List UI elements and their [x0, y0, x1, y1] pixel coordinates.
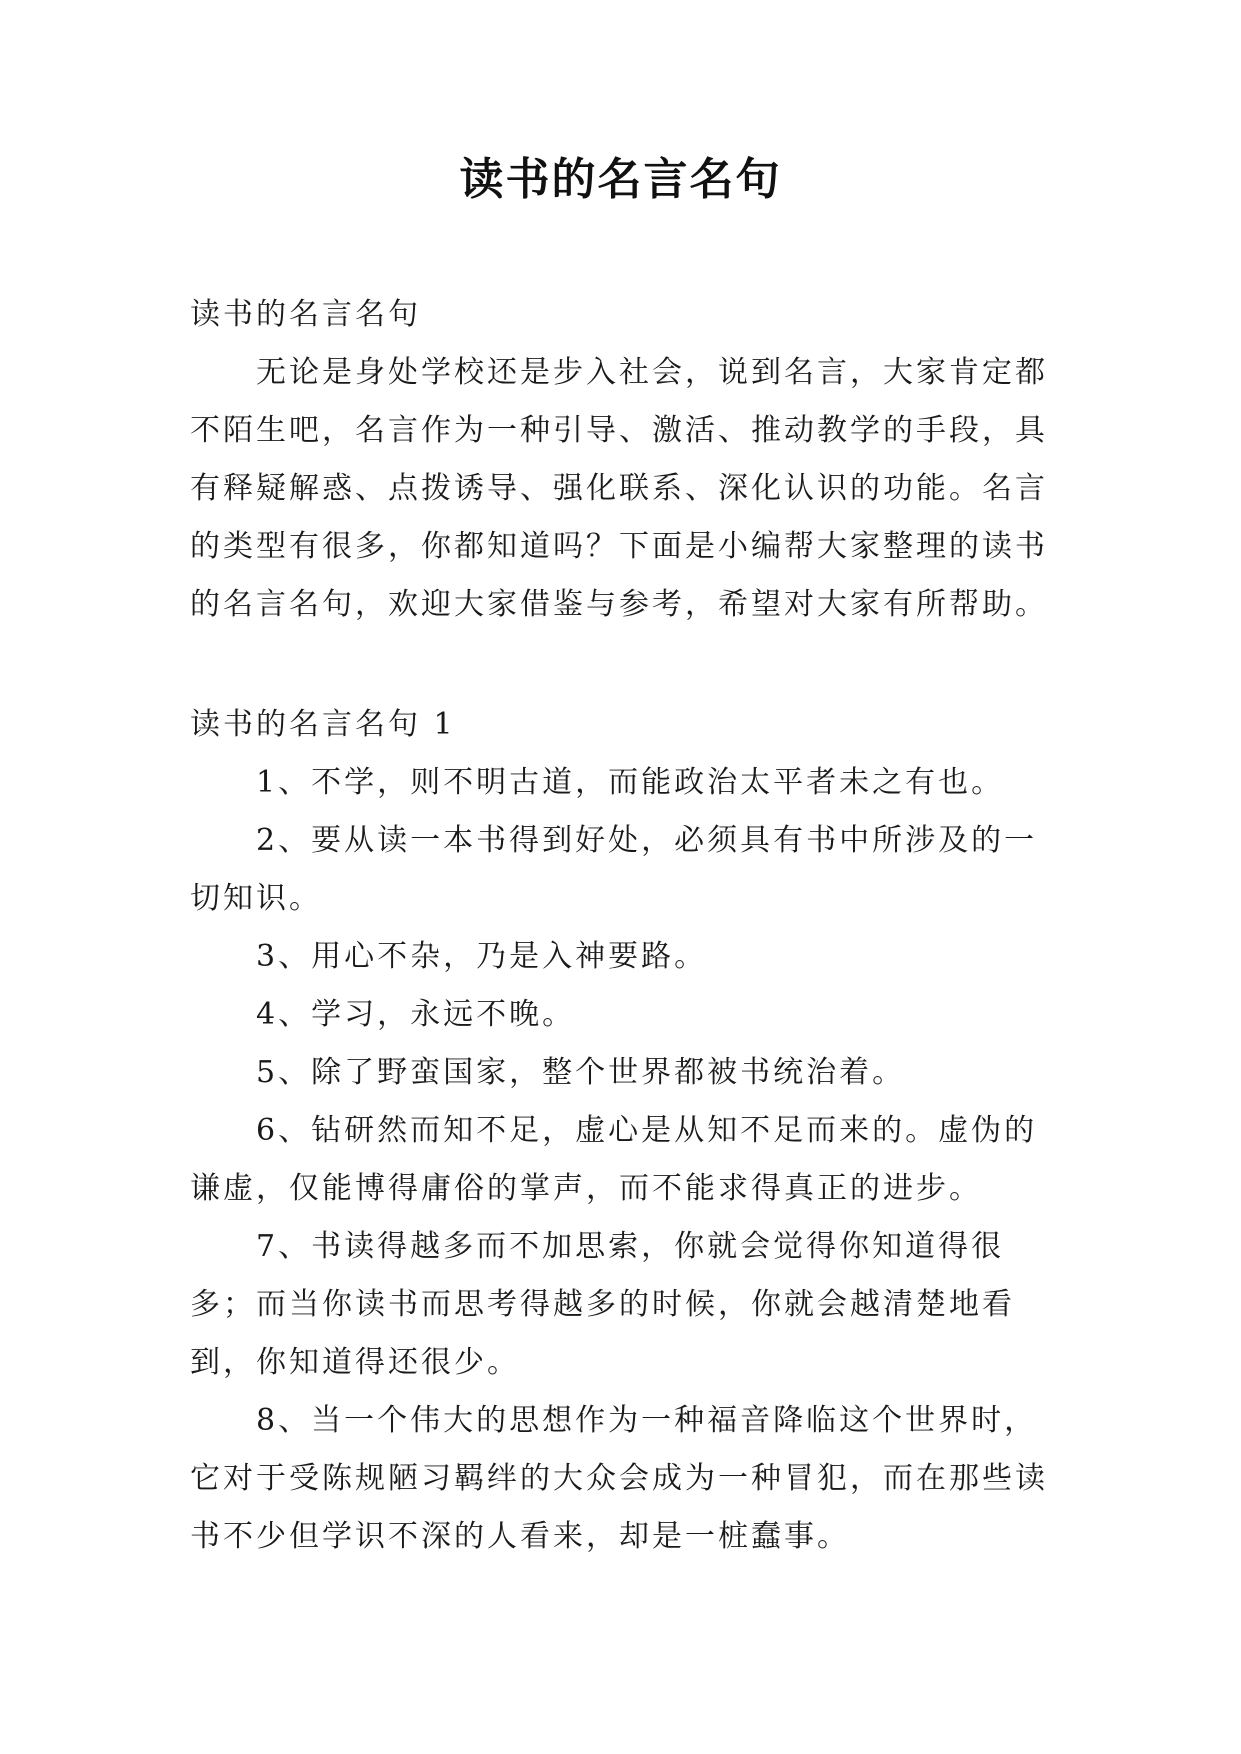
- section-heading: 读书的名言名句: [190, 297, 421, 332]
- quote-item: 7、书读得越多而不加思索，你就会觉得你知道得很多；而当你读书而思考得越多的时候，你就会越清楚地看到，你知道得还很少。: [190, 1229, 1015, 1380]
- quote-item: 2、要从读一本书得到好处，必须具有书中所涉及的一切知识。: [190, 823, 1038, 916]
- quote-list-heading: 读书的名言名句 1: [190, 707, 456, 742]
- quote-item: 5、除了野蛮国家，整个世界都被书统治着。: [256, 1055, 906, 1090]
- quote-item: 1、不学，则不明古道，而能政治太平者未之有也。: [256, 765, 1005, 800]
- quote-item: 3、用心不杂，乃是入神要路。: [256, 939, 708, 974]
- quote-item: 4、学习，永远不晚。: [256, 997, 576, 1032]
- quote-list: [190, 754, 1065, 1566]
- page-title: 读书的名言名句: [459, 154, 782, 205]
- intro-paragraph: 无论是身处学校还是步入社会，说到名言，大家肯定都不陌生吧，名言作为一种引导、激活、推动教学的手段，具有释疑解惑、点拨诱导、强化联系、深化认识的功能。名言的类型有很多，你都知道吗？下面是小编帮大家整理的读书的名言名句，欢迎大家借鉴与参考，希望对大家有所帮助。: [190, 355, 1048, 622]
- quote-item: 6、钻研然而知不足，虚心是从知不足而来的。虚伪的谦虚，仅能博得庸俗的掌声，而不能求得真正的进步。: [190, 1113, 1038, 1206]
- quote-item: 8、当一个伟大的思想作为一种福音降临这个世界时，它对于受陈规陋习羁绊的大众会成为一种冒犯，而在那些读书不少但学识不深的人看来，却是一桩蠢事。: [190, 1403, 1048, 1554]
